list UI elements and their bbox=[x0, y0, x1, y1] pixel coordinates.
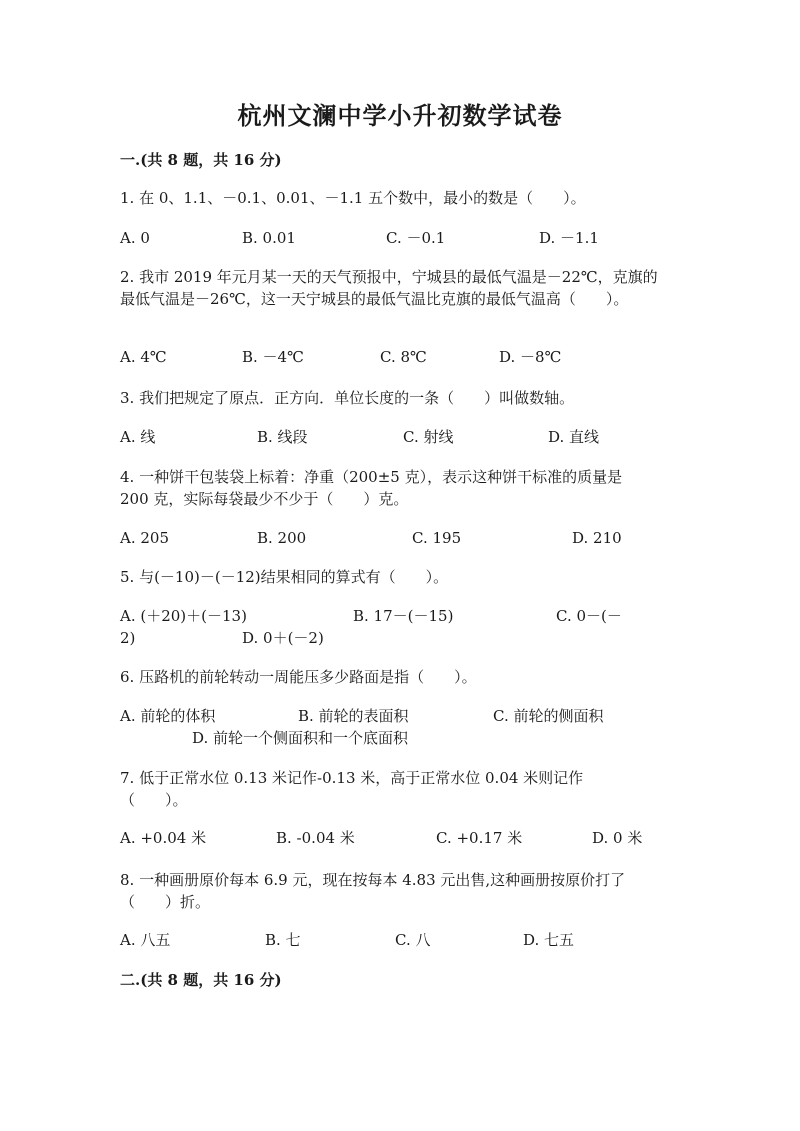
question-3 bbox=[120, 387, 680, 409]
option-d: D. 210 bbox=[572, 529, 622, 547]
option-a: A. 205 bbox=[120, 529, 169, 547]
question-text: 最低气温是－26℃，这一天宁城县的最低气温比克旗的最低气温高（ ）。 bbox=[120, 290, 629, 308]
option-b: B. -0.04 米 bbox=[276, 829, 355, 847]
question-7 bbox=[120, 767, 680, 811]
option-c: C. 195 bbox=[412, 529, 462, 547]
option-c: C. 八 bbox=[395, 931, 431, 949]
question-5 bbox=[120, 566, 680, 588]
option-c-continued: 2) bbox=[120, 629, 136, 647]
option-c: C. 前轮的侧面积 bbox=[493, 707, 604, 725]
question-1 bbox=[120, 187, 680, 209]
option-a: A. 前轮的体积 bbox=[120, 707, 216, 725]
question-text: （ ）折。 bbox=[120, 893, 211, 911]
option-d: D. 前轮一个侧面积和一个底面积 bbox=[192, 729, 409, 747]
option-b: B. 0.01 bbox=[242, 229, 296, 247]
question-text: 200 克，实际每袋最少不少于（ ）克。 bbox=[120, 490, 409, 508]
option-c: C. 射线 bbox=[403, 428, 454, 446]
option-c: C. 8℃ bbox=[380, 348, 427, 366]
option-b: B. 200 bbox=[257, 529, 307, 547]
option-d: D. 七五 bbox=[523, 931, 575, 949]
option-b: B. 线段 bbox=[257, 428, 308, 446]
question-8 bbox=[120, 869, 680, 913]
question-2 bbox=[120, 266, 680, 310]
option-d: D. －1.1 bbox=[539, 229, 599, 247]
option-d: D. 直线 bbox=[548, 428, 600, 446]
question-4 bbox=[120, 466, 680, 510]
question-text: 5. 与(－10)－(－12)结果相同的算式有（ ）。 bbox=[120, 568, 449, 586]
section-heading-2: 二.(共 8 题，共 16 分) bbox=[120, 971, 282, 989]
question-text: 7. 低于正常水位 0.13 米记作-0.13 米，高于正常水位 0.04 米则记作 bbox=[120, 769, 584, 787]
option-c: C. 0－(－ bbox=[556, 607, 622, 625]
question-text: 4. 一种饼干包装袋上标着：净重（200±5 克），表示这种饼干标准的质量是 bbox=[120, 468, 623, 486]
question-text: 6. 压路机的前轮转动一周能压多少路面是指（ ）。 bbox=[120, 668, 477, 686]
option-a: A. 0 bbox=[120, 229, 150, 247]
option-a: A. (＋20)＋(－13) bbox=[120, 607, 247, 625]
option-a: A. 4℃ bbox=[120, 348, 167, 366]
option-d: D. 0 米 bbox=[592, 829, 643, 847]
option-d: D. 0＋(－2) bbox=[242, 629, 324, 647]
section-heading-1: 一.(共 8 题，共 16 分) bbox=[120, 151, 282, 169]
option-d: D. －8℃ bbox=[499, 348, 562, 366]
question-text: 8. 一种画册原价每本 6.9 元，现在按每本 4.83 元出售,这种画册按原价打了 bbox=[120, 871, 626, 889]
option-a: A. 八五 bbox=[120, 931, 171, 949]
page-title: 杭州文澜中学小升初数学试卷 bbox=[237, 101, 563, 130]
question-text: 1. 在 0、1.1、－0.1、0.01、－1.1 五个数中，最小的数是（ ）。 bbox=[120, 189, 586, 207]
option-b: B. －4℃ bbox=[242, 348, 304, 366]
option-a: A. 线 bbox=[120, 428, 156, 446]
question-text: 3. 我们把规定了原点．正方向．单位长度的一条（ ）叫做数轴。 bbox=[120, 389, 575, 407]
question-text: 2. 我市 2019 年元月某一天的天气预报中，宁城县的最低气温是－22℃，克旗的 bbox=[120, 268, 658, 286]
option-c: C. －0.1 bbox=[386, 229, 446, 247]
option-b: B. 前轮的表面积 bbox=[298, 707, 409, 725]
question-text: （ ）。 bbox=[120, 791, 188, 809]
option-b: B. 17－(－15) bbox=[353, 607, 454, 625]
option-c: C. +0.17 米 bbox=[436, 829, 523, 847]
option-b: B. 七 bbox=[265, 931, 301, 949]
option-a: A. +0.04 米 bbox=[120, 829, 207, 847]
question-6 bbox=[120, 666, 680, 688]
